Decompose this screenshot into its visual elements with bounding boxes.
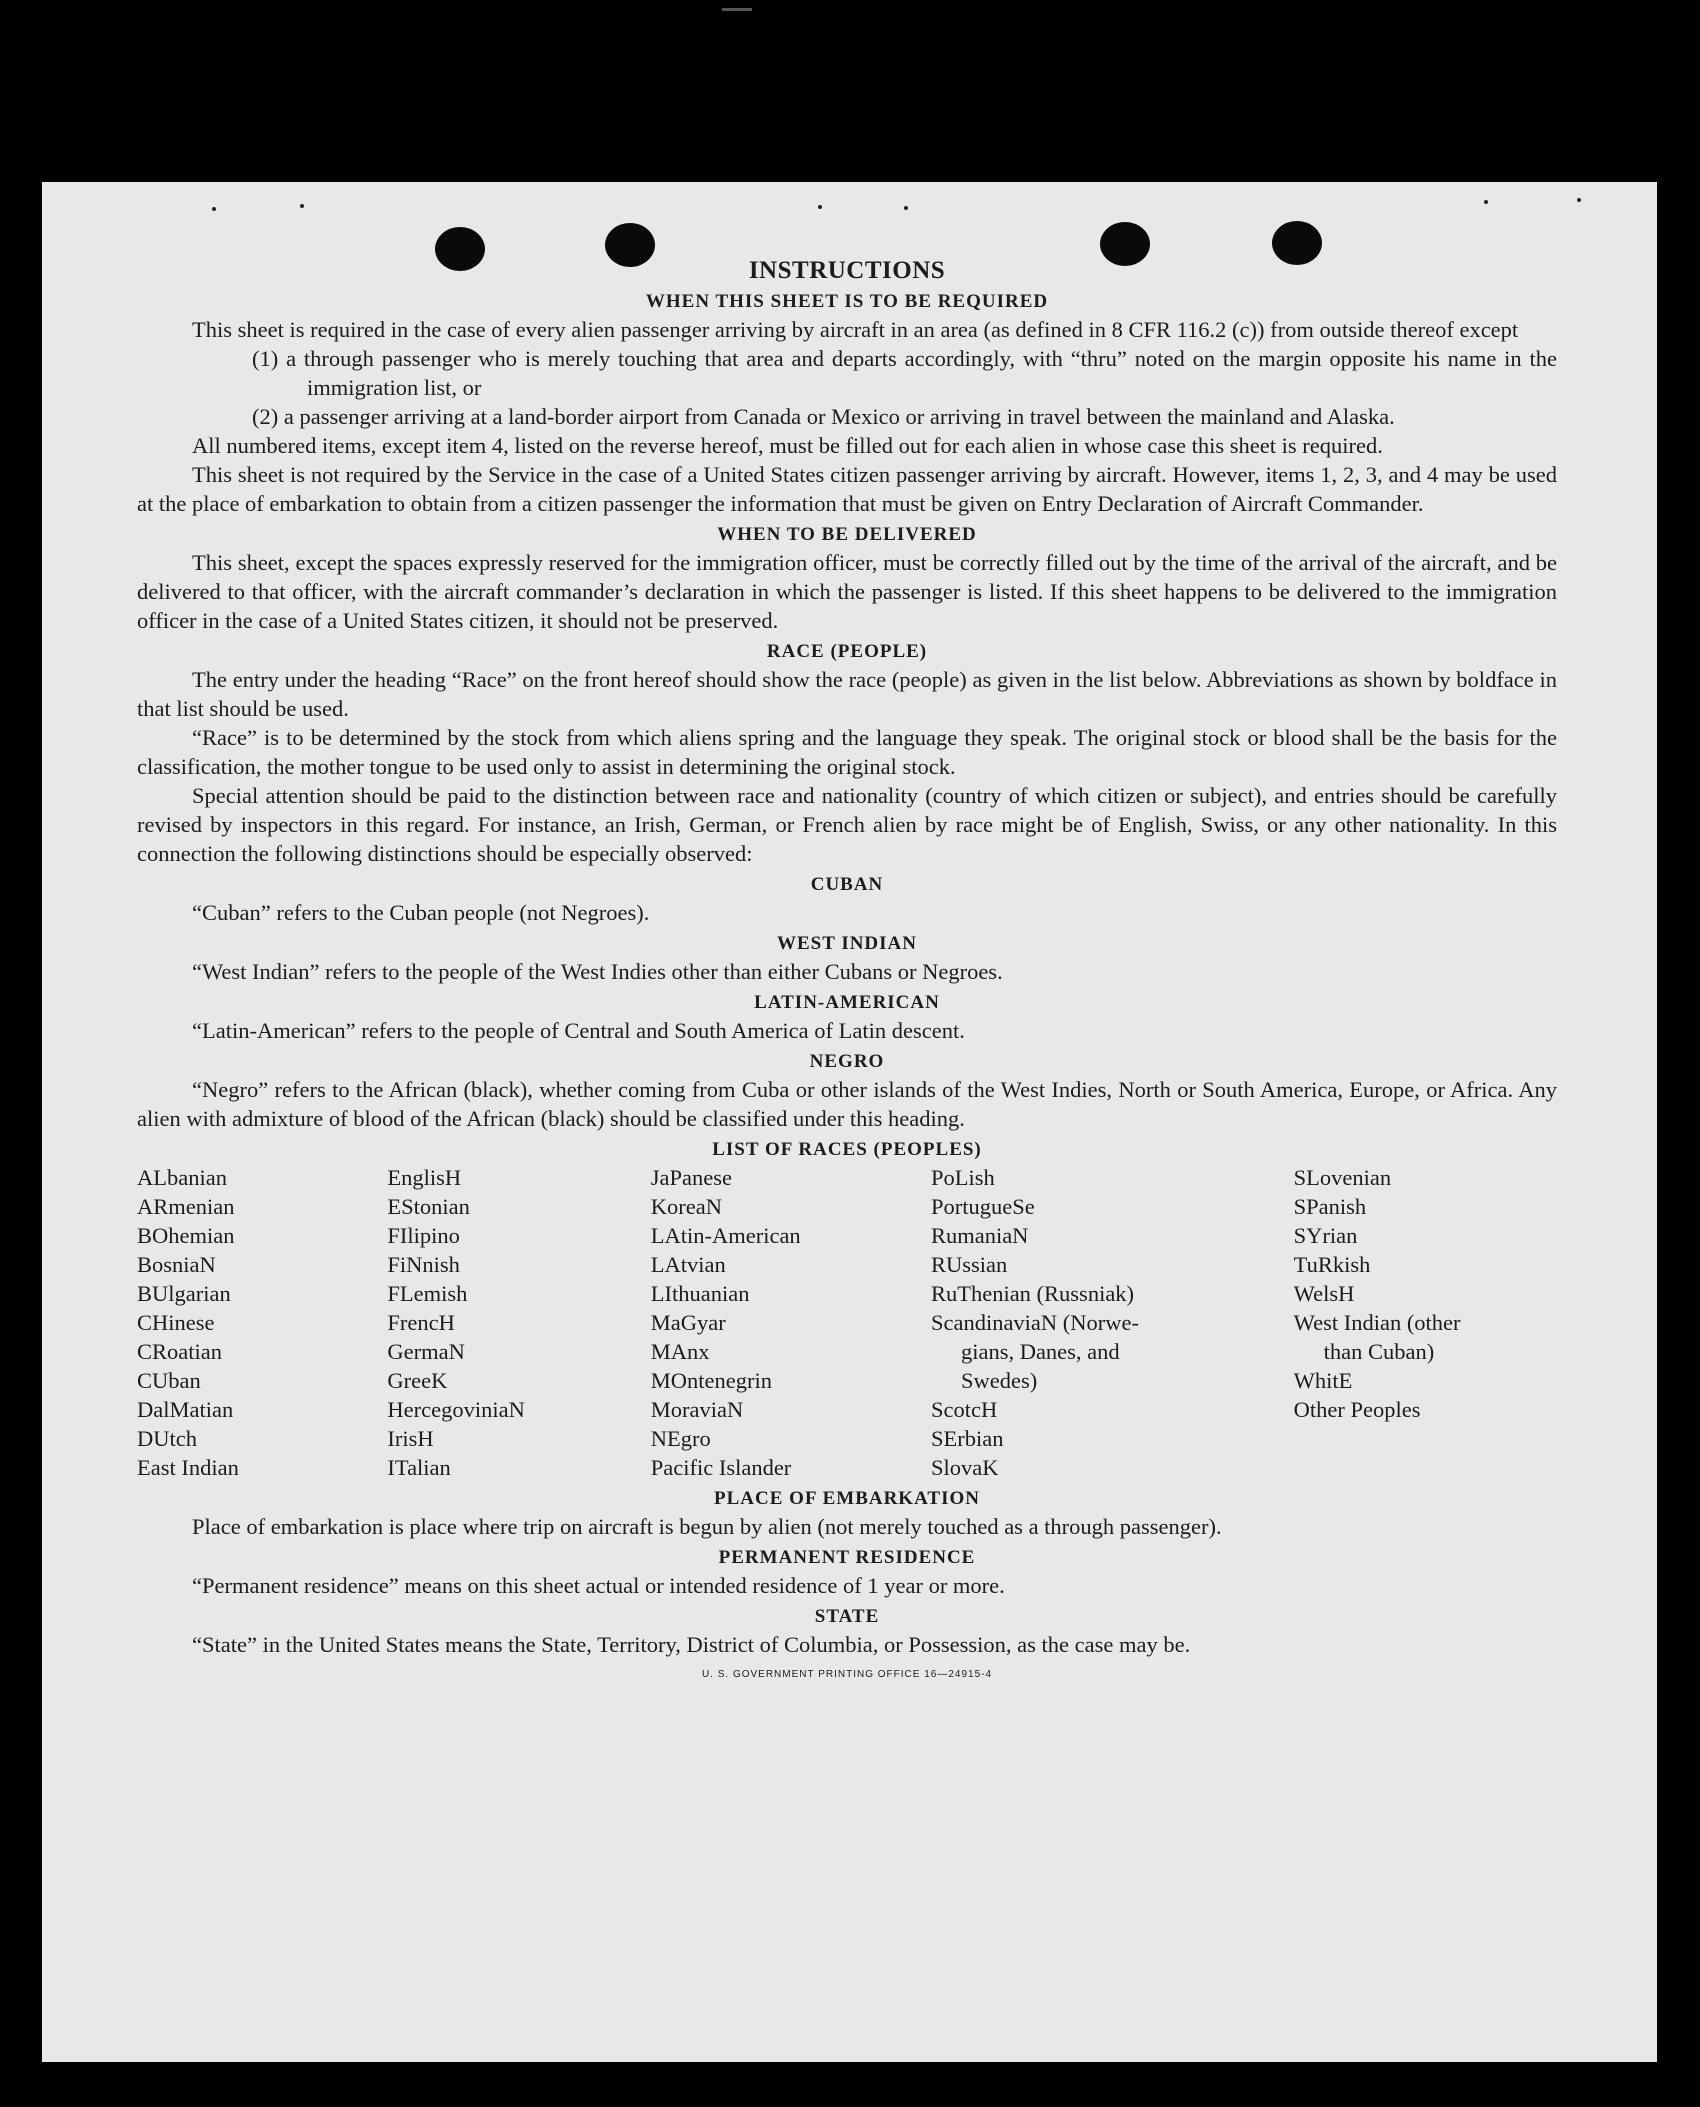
section-heading: LIST OF RACES (PEOPLES)	[712, 1139, 982, 1160]
race-entry: WhitE	[1293, 1368, 1353, 1393]
paragraph: “Negro” refers to the African (black), whether coming from Cuba or other islands of the West Indies, North or South America, Europe, or Africa. Any alien with admixture of blood of the African (black) should be classified under this heading.	[137, 1077, 1557, 1131]
races-column	[387, 1163, 650, 1482]
paragraph: “Latin-American” refers to the people of Central and South America of Latin descent.	[192, 1018, 965, 1043]
race-entry: Swedes)	[960, 1368, 1038, 1393]
race-entry: KoreaN	[650, 1194, 722, 1219]
race-entry: East Indian	[137, 1455, 239, 1480]
race-entry: FrencH	[387, 1310, 455, 1335]
race-entry: MoraviaN	[650, 1397, 744, 1422]
race-entry: CHinese	[137, 1310, 215, 1335]
race-entry: RuThenian (Russniak)	[930, 1281, 1135, 1306]
race-entry: SLovenian	[1293, 1165, 1392, 1190]
paragraph: “Permanent residence” means on this sheet actual or intended residence of 1 year or more.	[192, 1573, 1005, 1598]
race-entry: MAnx	[650, 1339, 710, 1364]
race-entry: Other Peoples	[1293, 1397, 1421, 1422]
race-entry: ScandinaviaN (Norwe-	[930, 1310, 1140, 1335]
race-entry: GreeK	[387, 1368, 448, 1393]
race-entry: MOntenegrin	[650, 1368, 772, 1393]
race-entry: IrisH	[387, 1426, 434, 1451]
top-edge-mark	[722, 8, 752, 11]
race-entry: WelsH	[1293, 1281, 1355, 1306]
race-entry: West Indian (other	[1293, 1310, 1461, 1335]
race-entry: DUtch	[137, 1426, 197, 1451]
printer-imprint: U. S. GOVERNMENT PRINTING OFFICE 16—24915-4	[701, 1669, 993, 1680]
section-heading: PERMANENT RESIDENCE	[718, 1547, 976, 1568]
race-entry: ITalian	[387, 1455, 451, 1480]
race-entry: HercegoviniaN	[387, 1397, 525, 1422]
section-heading: WEST INDIAN	[777, 933, 917, 954]
race-entry: FIlipino	[387, 1223, 460, 1248]
race-entry: CUban	[137, 1368, 201, 1393]
section-heading: NEGRO	[809, 1051, 885, 1072]
races-column	[931, 1163, 1294, 1482]
paragraph: “Race” is to be determined by the stock from which aliens spring and the language they speak. The original stock or blood shall be the basis for the classification, the mother tongue to be used only to assist in determining the original stock.	[137, 725, 1557, 779]
speck	[212, 207, 216, 211]
race-entry: ScotcH	[930, 1397, 998, 1422]
race-entry: than Cuban)	[1323, 1339, 1435, 1364]
race-entry: BOhemian	[137, 1223, 235, 1248]
paragraph: All numbered items, except item 4, listed on the reverse hereof, must be filled out for each alien in whose case this sheet is required.	[192, 433, 1383, 458]
paragraph: “State” in the United States means the State, Territory, District of Columbia, or Possession, as the case may be.	[192, 1632, 1191, 1657]
paragraph: This sheet, except the spaces expressly reserved for the immigration officer, must be correctly filled out by the time of the arrival of the aircraft, and be delivered to that officer, with the aircraft commander’s declaration in which the passenger is listed. If this sheet happens to be delivered to the immigration officer in the case of a United States citizen, it should not be preserved.	[137, 550, 1557, 633]
race-entry: NEgro	[650, 1426, 711, 1451]
instructions-content	[137, 257, 1557, 1680]
race-entry: MaGyar	[650, 1310, 726, 1335]
speck	[1577, 198, 1581, 202]
list-item: (1) a through passenger who is merely touching that area and departs accordingly, with “thru” noted on the margin opposite his name in the immigration list, or	[252, 346, 1557, 400]
race-entry: EStonian	[387, 1194, 470, 1219]
speck	[904, 206, 908, 210]
race-entry: RUssian	[930, 1252, 1008, 1277]
race-entry: SlovaK	[930, 1455, 999, 1480]
races-column	[137, 1163, 387, 1482]
race-entry: Pacific Islander	[650, 1455, 792, 1480]
paragraph: Special attention should be paid to the distinction between race and nationality (country of which citizen or subject), and entries should be carefully revised by inspectors in this regard. For instance, an Irish, German, or French alien by race might be of English, Swiss, or any other nationality. In this connection the following distinctions should be especially observed:	[137, 783, 1557, 866]
race-entry: EnglisH	[387, 1165, 462, 1190]
section-heading: LATIN-AMERICAN	[754, 992, 940, 1013]
paragraph: Place of embarkation is place where trip on aircraft is begun by alien (not merely touched as a through passenger).	[192, 1514, 1222, 1539]
race-entry: CRoatian	[137, 1339, 222, 1364]
race-entry: SPanish	[1293, 1194, 1367, 1219]
race-entry: LIthuanian	[650, 1281, 750, 1306]
race-entry: BUlgarian	[137, 1281, 231, 1306]
section-heading: STATE	[814, 1606, 880, 1627]
paragraph: “Cuban” refers to the Cuban people (not Negroes).	[192, 900, 650, 925]
race-entry: SYrian	[1293, 1223, 1358, 1248]
section-heading: CUBAN	[810, 874, 884, 895]
paragraph: This sheet is required in the case of every alien passenger arriving by aircraft in an area (as defined in 8 CFR 116.2 (c)) from outside thereof except	[192, 317, 1519, 342]
section-heading: RACE (PEOPLE)	[766, 641, 928, 662]
race-entry: RumaniaN	[930, 1223, 1029, 1248]
race-entry: BosniaN	[137, 1252, 216, 1277]
race-entry: PoLish	[930, 1165, 995, 1190]
section-heading: WHEN TO BE DELIVERED	[717, 524, 977, 545]
speck	[300, 204, 304, 208]
race-entry: DalMatian	[137, 1397, 234, 1422]
section-heading: PLACE OF EMBARKATION	[714, 1488, 980, 1509]
race-entry: PortugueSe	[930, 1194, 1035, 1219]
race-entry: ALbanian	[137, 1165, 227, 1190]
list-item: (2) a passenger arriving at a land-border airport from Canada or Mexico or arriving in travel between the mainland and Alaska.	[252, 404, 1395, 429]
speck	[818, 205, 822, 209]
race-entry: FLemish	[387, 1281, 468, 1306]
speck	[1484, 200, 1488, 204]
paragraph: This sheet is not required by the Service in the case of a United States citizen passenger arriving by aircraft. However, items 1, 2, 3, and 4 may be used at the place of embarkation to obtain from a citizen passenger the information that must be given on Entry Declaration of Aircraft Commander.	[137, 462, 1557, 516]
race-entry: FiNnish	[387, 1252, 460, 1277]
race-entry: gians, Danes, and	[960, 1339, 1120, 1364]
race-entry: LAtvian	[650, 1252, 726, 1277]
page-title: INSTRUCTIONS	[748, 257, 946, 284]
races-column	[1294, 1163, 1557, 1482]
race-entry: TuRkish	[1293, 1252, 1371, 1277]
document-sheet	[42, 182, 1657, 2062]
race-entry: GermaN	[387, 1339, 465, 1364]
race-entry: JaPanese	[650, 1165, 732, 1190]
race-entry: ARmenian	[137, 1194, 235, 1219]
paragraph: “West Indian” refers to the people of the West Indies other than either Cubans or Negroes.	[192, 959, 1003, 984]
races-list	[137, 1163, 1557, 1482]
race-entry: LAtin-American	[650, 1223, 801, 1248]
races-column	[651, 1163, 931, 1482]
section-heading: WHEN THIS SHEET IS TO BE REQUIRED	[645, 291, 1049, 312]
paragraph: The entry under the heading “Race” on the front hereof should show the race (people) as given in the list below. Abbreviations as shown by boldface in that list should be used.	[137, 667, 1557, 721]
race-entry: SErbian	[930, 1426, 1004, 1451]
